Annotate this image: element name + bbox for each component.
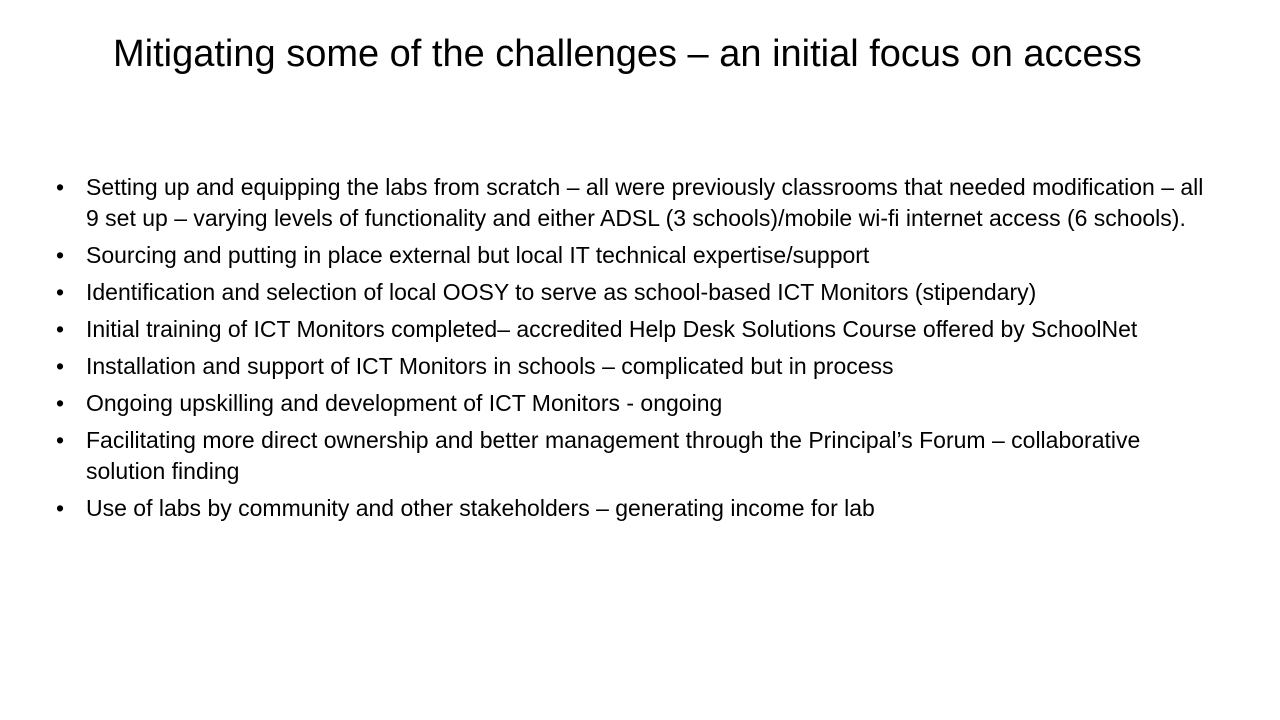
bullet-text: Ongoing upskilling and development of ICT Monitors - ongoing: [86, 390, 723, 416]
bullet-item: [56, 277, 1216, 308]
bullet-item: [56, 240, 1216, 271]
bullet-item: [56, 351, 1216, 382]
bullet-list: [56, 172, 1216, 530]
bullet-icon: •: [56, 427, 65, 453]
slide-title: Mitigating some of the challenges – an initial focus on access: [113, 33, 1142, 75]
bullet-item: [56, 493, 1216, 524]
bullet-text: Installation and support of ICT Monitors in schools – complicated but in process: [86, 353, 894, 379]
bullet-text: Sourcing and putting in place external but local IT technical expertise/support: [86, 242, 870, 268]
bullet-item: [56, 388, 1216, 419]
bullet-icon: •: [56, 174, 65, 200]
bullet-text: Facilitating more direct ownership and better management through the Principal’s Forum – collaborative solution finding: [86, 427, 1141, 484]
bullet-text: Initial training of ICT Monitors completed– accredited Help Desk Solutions Course offered by SchoolNet: [86, 316, 1138, 342]
bullet-icon: •: [56, 242, 65, 268]
bullet-icon: •: [56, 316, 65, 342]
bullet-icon: •: [56, 390, 65, 416]
bullet-text: Setting up and equipping the labs from scratch – all were previously classrooms that needed modification – all 9 set up – varying levels of functionality and either ADSL (3 schools)/mobile wi-fi internet access (6 schools).: [86, 174, 1204, 231]
bullet-icon: •: [56, 279, 65, 305]
bullet-item: [56, 314, 1216, 345]
bullet-item: [56, 425, 1216, 487]
bullet-icon: •: [56, 495, 65, 521]
bullet-item: [56, 172, 1216, 234]
bullet-text: Use of labs by community and other stakeholders – generating income for lab: [86, 495, 875, 521]
bullet-icon: •: [56, 353, 65, 379]
bullet-text: Identification and selection of local OOSY to serve as school-based ICT Monitors (stipendary): [86, 279, 1037, 305]
